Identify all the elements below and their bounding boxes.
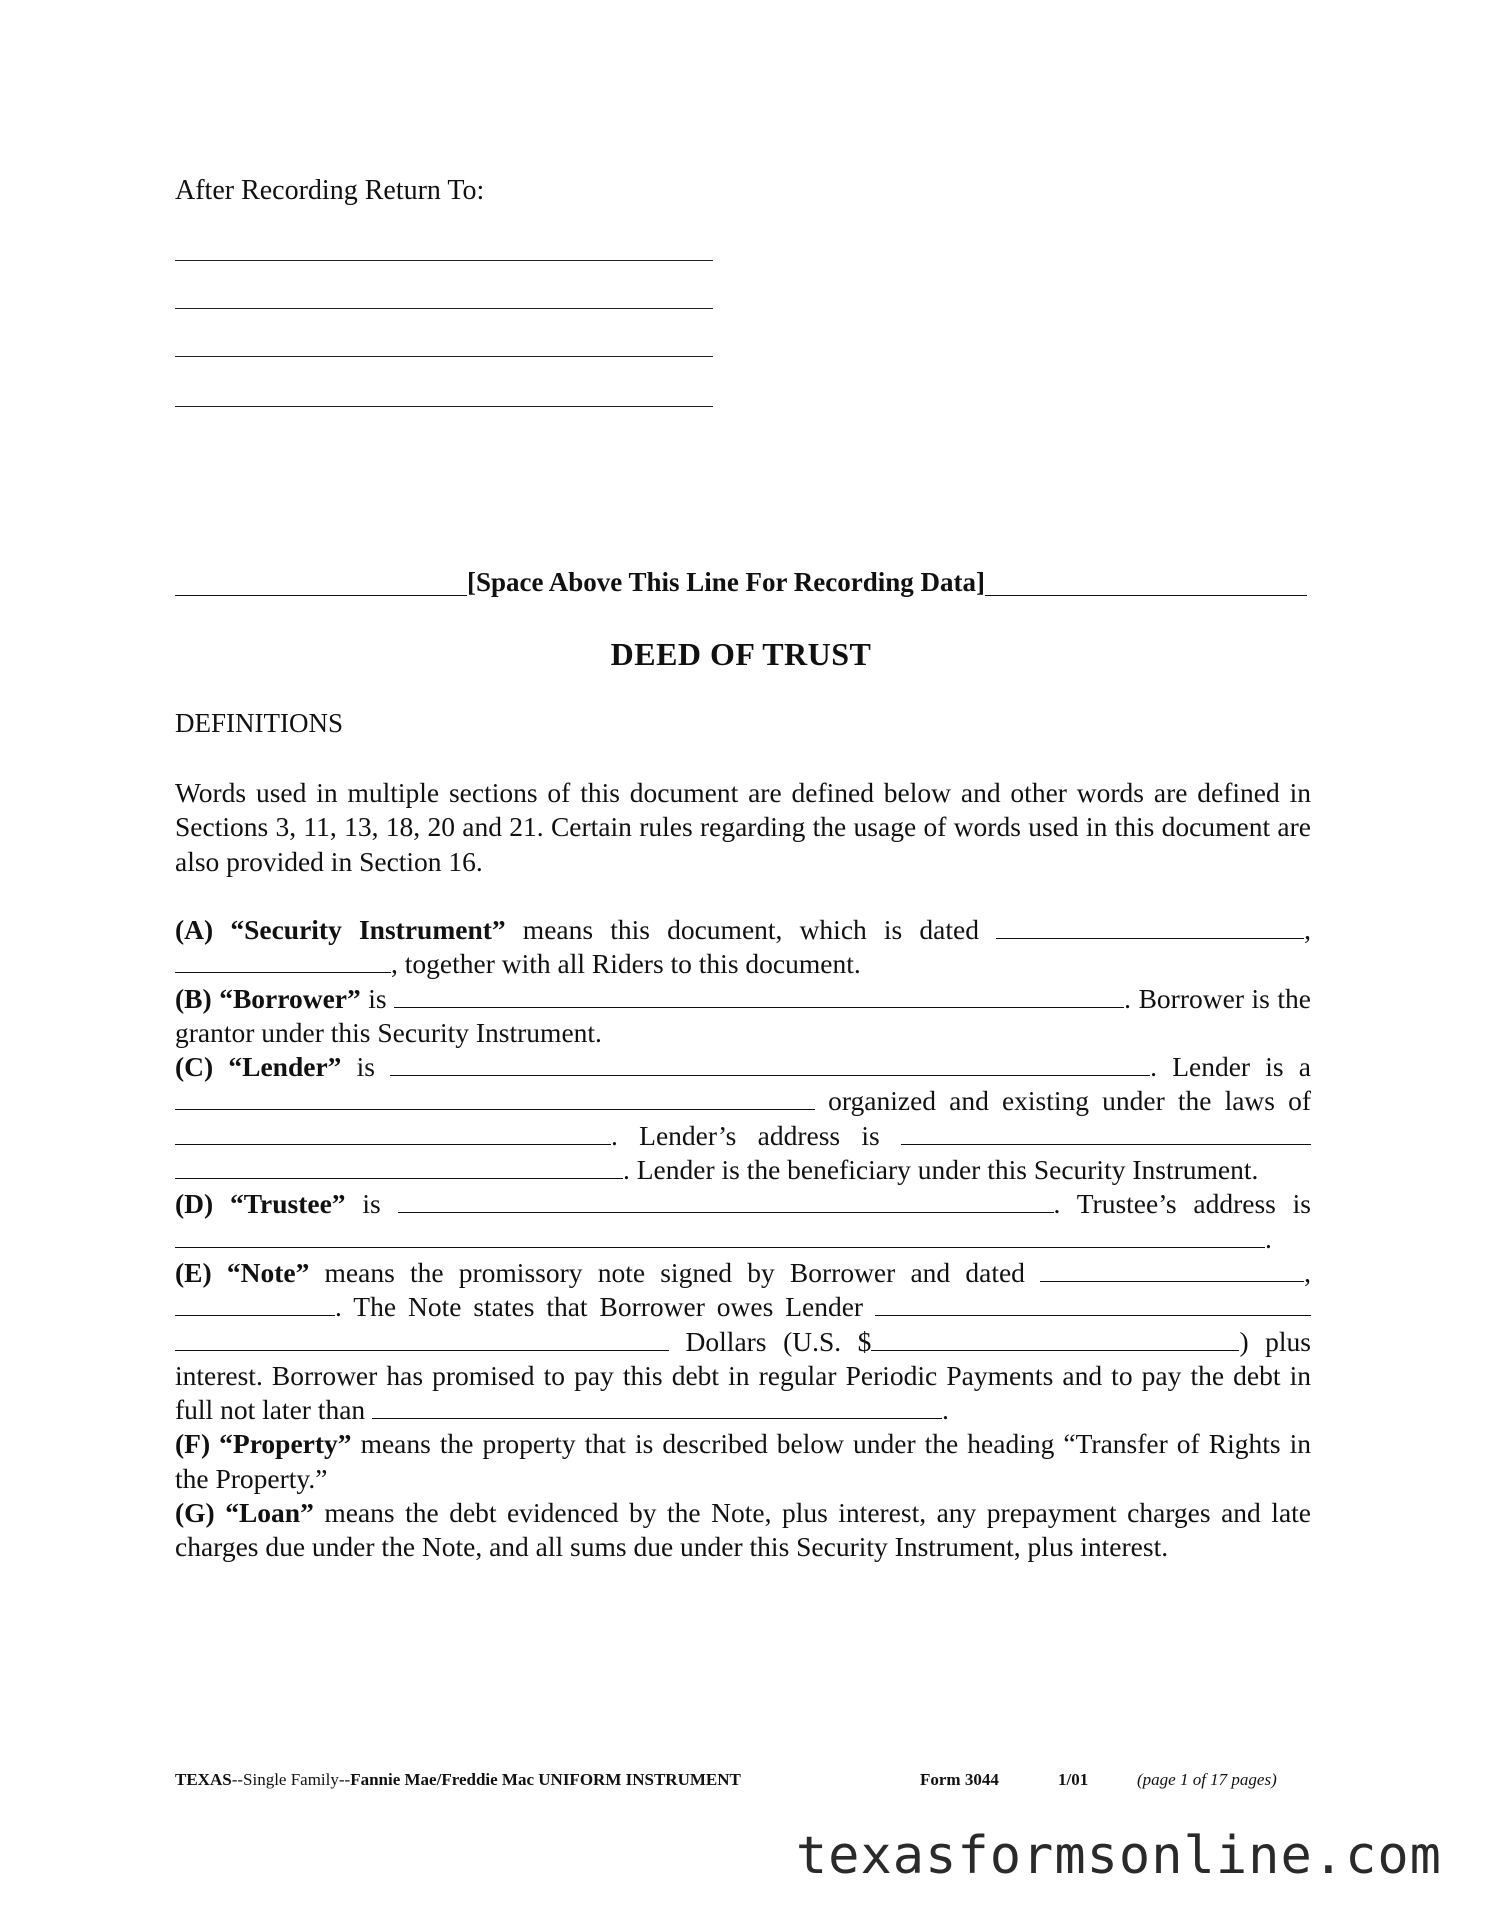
security-instrument-date-blank[interactable] bbox=[996, 914, 1304, 939]
definition-c bbox=[175, 1050, 1311, 1187]
definition-c-text-4: . Lender’s address is bbox=[611, 1119, 901, 1151]
definition-e-text-2: . The Note states that Borrower owes Lender bbox=[335, 1291, 875, 1323]
lender-name-blank[interactable] bbox=[390, 1051, 1150, 1076]
note-maturity-date-blank[interactable] bbox=[372, 1394, 942, 1419]
definition-c-text: is bbox=[341, 1051, 391, 1083]
lender-address-blank-1[interactable] bbox=[901, 1120, 1311, 1145]
definition-d bbox=[175, 1187, 1311, 1256]
footer-state: TEXAS bbox=[175, 1770, 232, 1789]
definition-b bbox=[175, 982, 1311, 1051]
note-date-blank[interactable] bbox=[1040, 1257, 1304, 1282]
footer-page-count: (page 1 of 17 pages) bbox=[1137, 1770, 1277, 1789]
note-amount-words-blank-1[interactable] bbox=[875, 1291, 1311, 1316]
separator-rule-right bbox=[985, 567, 1307, 596]
definition-c-label: (C) “Lender” bbox=[175, 1051, 342, 1083]
definitions-intro: Words used in multiple sections of this document are defined below and other words are defined in Sections 3, 11, 13, 18, 20 and 21. Certain rules regarding the usage of words used in this document are also provided in Section 16. bbox=[175, 777, 1311, 877]
definition-a: (A) “Security Instrument” means this document, which is dated , , together with all Riders to this document. bbox=[175, 914, 1311, 980]
site-watermark: texasformsonline.com bbox=[795, 1826, 1442, 1886]
borrower-name-blank[interactable] bbox=[394, 983, 1124, 1008]
definition-a-text: means this document, which is dated bbox=[505, 914, 997, 945]
definition-d-text: is bbox=[345, 1188, 398, 1220]
definition-f-text: means the property that is described below under the heading “Transfer of Rights in the Property.” bbox=[175, 1428, 1311, 1494]
return-address-line-2 bbox=[175, 308, 713, 309]
security-instrument-year-blank[interactable] bbox=[175, 948, 391, 973]
document-title: DEED OF TRUST bbox=[610, 636, 872, 672]
note-year-blank[interactable] bbox=[175, 1291, 335, 1316]
footer-instrument bbox=[175, 1770, 741, 1790]
footer-form-number: Form 3044 bbox=[920, 1770, 999, 1789]
definition-e-text: means the promissory note signed by Borrower and dated bbox=[309, 1256, 1041, 1288]
return-address-line-1 bbox=[175, 260, 713, 261]
definition-g-text: means the debt evidenced by the Note, plus interest, any prepayment charges and late charges due under the Note, and all sums due under this Security Instrument, plus interest. bbox=[175, 1497, 1311, 1563]
definition-f-label: (F) “Property” bbox=[175, 1428, 352, 1460]
return-to-heading: After Recording Return To: bbox=[175, 175, 485, 206]
definition-g bbox=[175, 1496, 1311, 1565]
definition-e-text-3: Dollars (U.S. $ bbox=[669, 1325, 872, 1357]
page-footer bbox=[175, 1770, 1311, 1794]
separator-rule-left bbox=[175, 567, 467, 596]
note-amount-words-blank-2[interactable] bbox=[175, 1326, 669, 1351]
note-amount-dollars-blank[interactable] bbox=[871, 1326, 1239, 1351]
definition-d-text-2: . Trustee’s address is bbox=[1053, 1188, 1311, 1220]
trustee-name-blank[interactable] bbox=[398, 1188, 1054, 1213]
lender-jurisdiction-blank[interactable] bbox=[175, 1120, 611, 1145]
definition-f bbox=[175, 1427, 1311, 1496]
definition-c-text-2: . Lender is a bbox=[1150, 1051, 1311, 1083]
definition-d-text-3: . bbox=[1265, 1222, 1272, 1254]
lender-entity-type-blank[interactable] bbox=[175, 1085, 815, 1110]
definition-b-label: (B) “Borrower” bbox=[175, 982, 361, 1014]
definitions-heading: DEFINITIONS bbox=[175, 708, 343, 738]
footer-uniform-instrument: Fannie Mae/Freddie Mac UNIFORM INSTRUMENT bbox=[350, 1770, 741, 1789]
definition-e-label: (E) “Note” bbox=[175, 1256, 310, 1288]
definition-a-label: (A) “Security Instrument” bbox=[175, 914, 506, 945]
definition-g-label: (G) “Loan” bbox=[175, 1497, 314, 1529]
lender-address-blank-2[interactable] bbox=[175, 1154, 623, 1179]
recording-data-separator bbox=[175, 566, 1307, 598]
definitions-list bbox=[175, 913, 1311, 1565]
definition-c-text-3: organized and existing under the laws of bbox=[815, 1085, 1311, 1117]
footer-form-date: 1/01 bbox=[1058, 1770, 1089, 1789]
definition-a-text-2: , together with all Riders to this document. bbox=[391, 948, 861, 980]
definition-e-text-4: ) plus interest. Borrower has promised to pay this debt in regular Periodic Payments and to pay the debt in full not later than bbox=[175, 1325, 1311, 1426]
return-address-line-3 bbox=[175, 356, 713, 357]
footer-family: --Single Family-- bbox=[231, 1770, 351, 1789]
definition-b-text: is bbox=[360, 982, 395, 1014]
definition-e-text-5: . bbox=[942, 1394, 949, 1426]
definition-c-text-5: . Lender is the beneficiary under this Security Instrument. bbox=[623, 1154, 1259, 1186]
trustee-address-blank[interactable] bbox=[175, 1223, 1265, 1248]
definition-e: (E) “Note” means the promissory note signed by Borrower and dated , . The Note states that Borrower owes Lender Dollars (U.S. $ ) plus interest. Borrower has promised to pay this debt in regular Periodic Payments and to pay the debt in full not later than . bbox=[175, 1256, 1311, 1426]
recording-data-label: [Space Above This Line For Recording Data] bbox=[467, 567, 986, 597]
return-address-line-4 bbox=[175, 406, 713, 407]
definition-b-text-2: . Borrower is the grantor under this Security Instrument. bbox=[175, 982, 1311, 1048]
definition-d-label: (D) “Trustee” bbox=[175, 1188, 346, 1220]
